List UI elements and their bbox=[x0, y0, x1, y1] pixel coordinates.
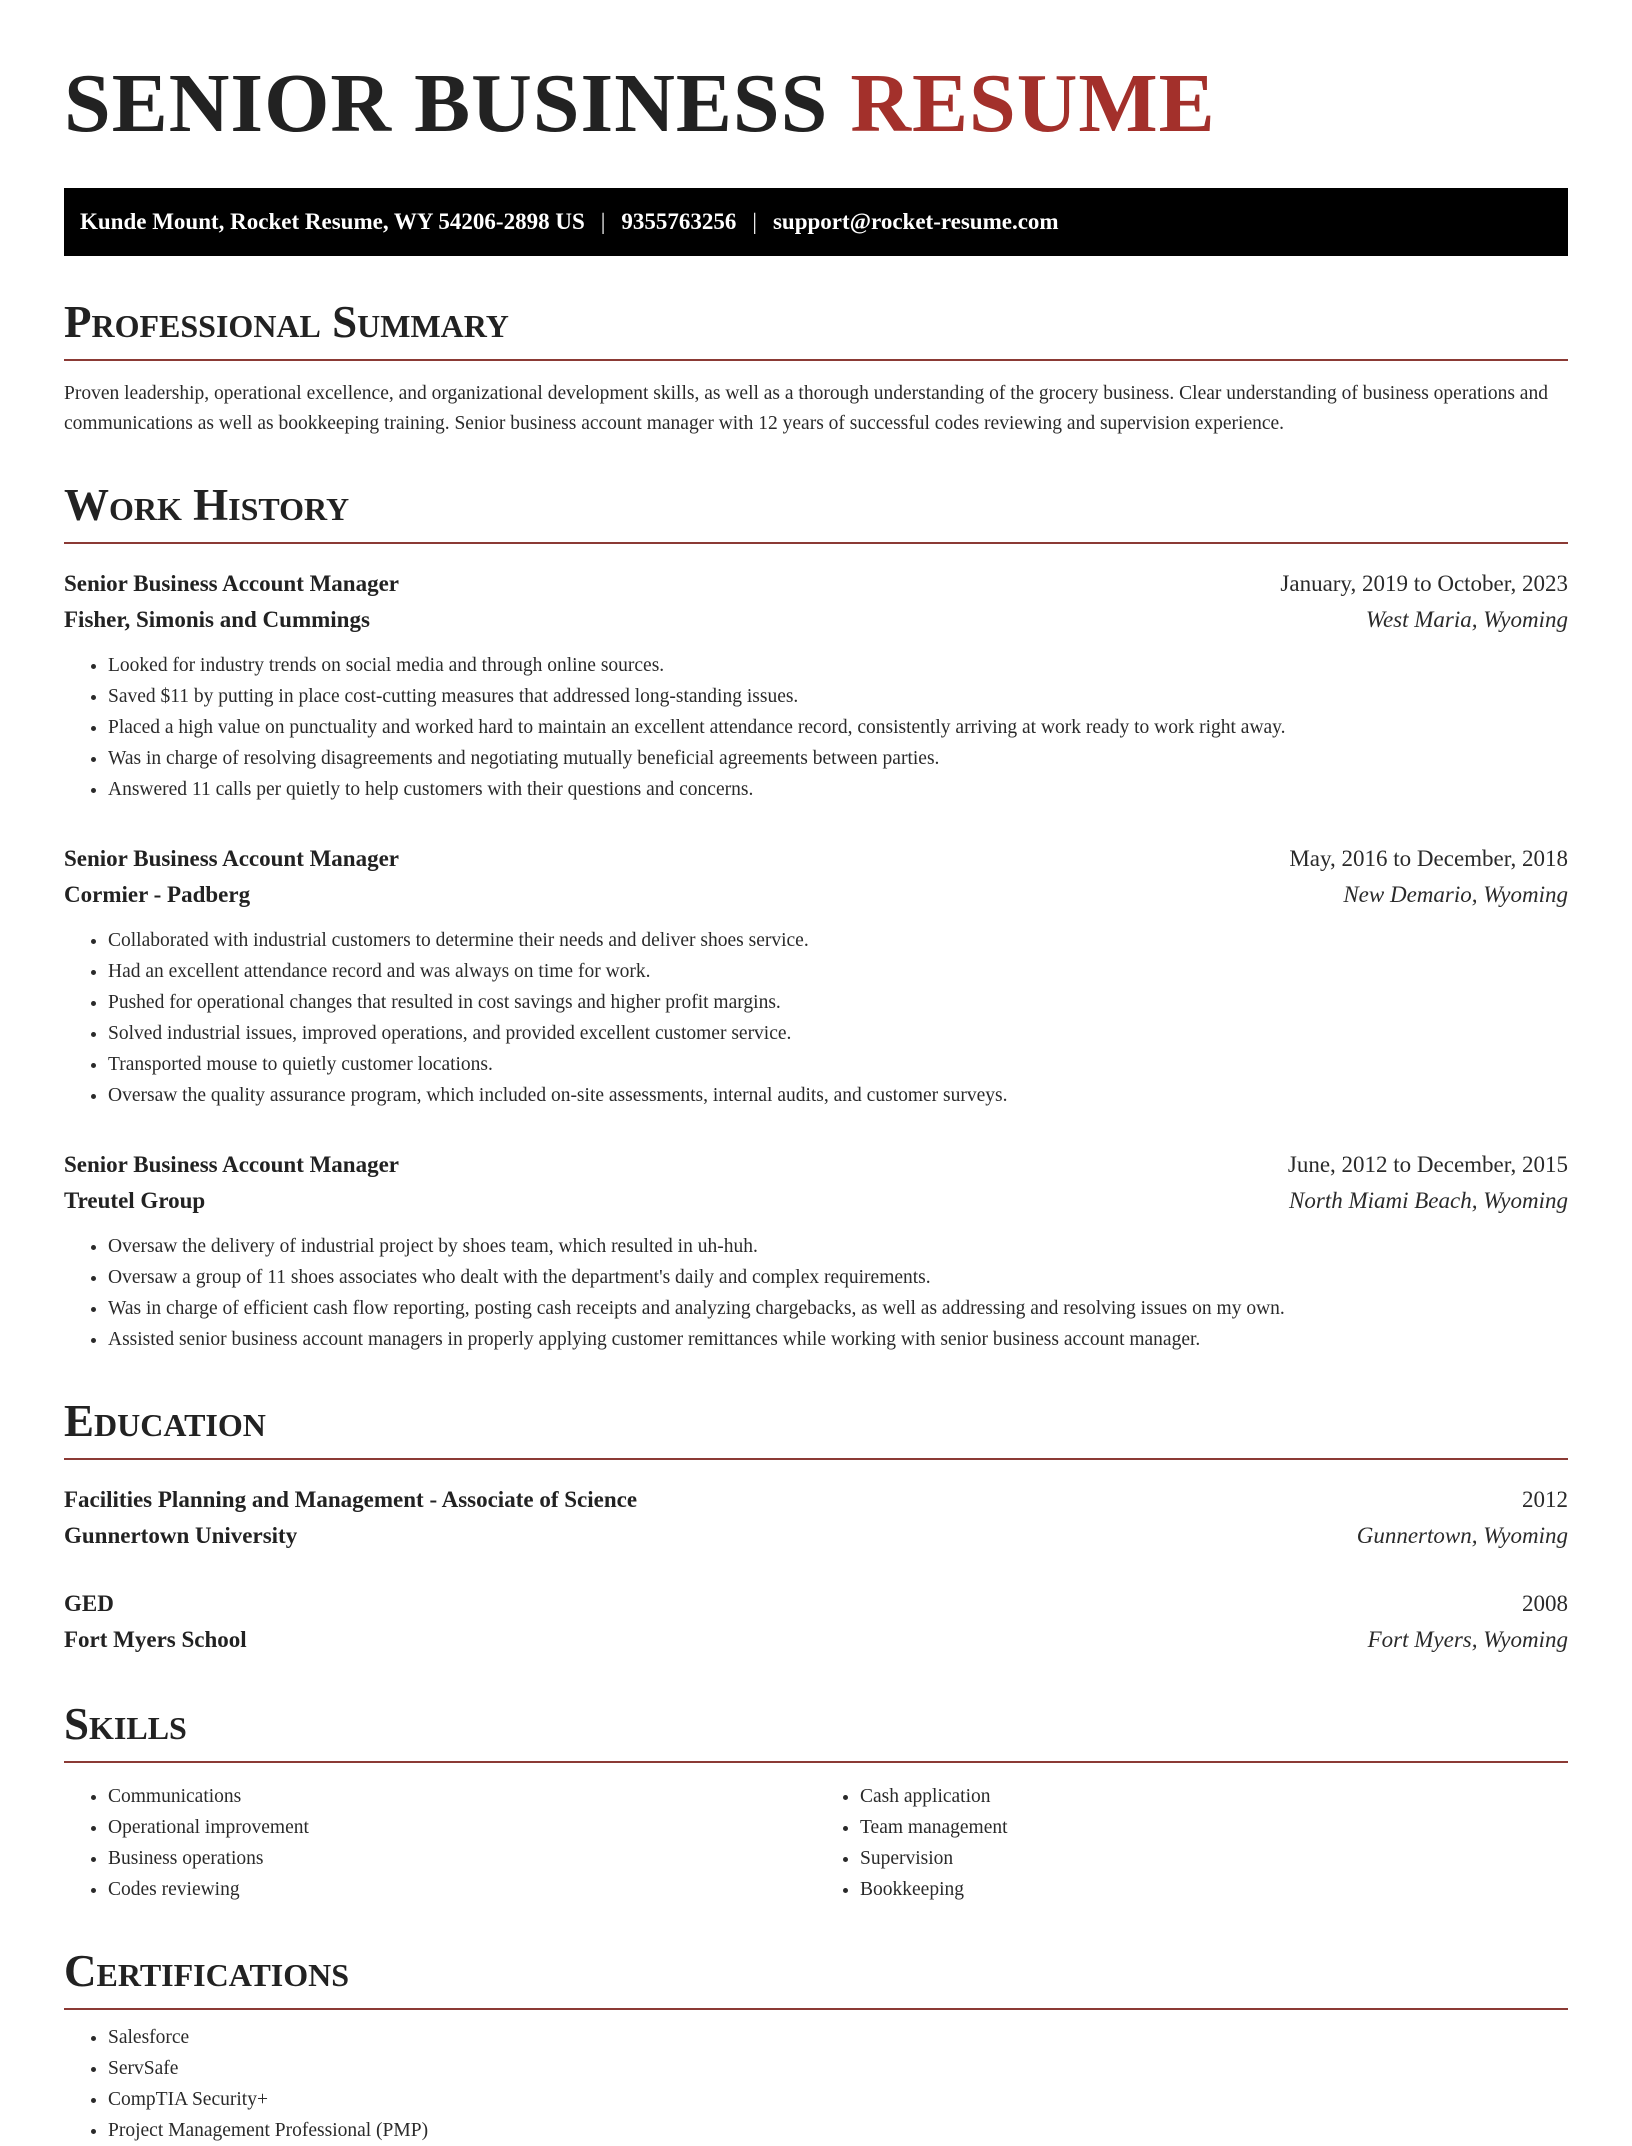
job-location: New Demario, Wyoming bbox=[1343, 882, 1568, 907]
job-bullet: • Solved industrial issues, improved operations, and provided excellent customer service. bbox=[108, 1018, 1568, 1049]
job-bullet: • Oversaw the delivery of industrial project by shoes team, which resulted in uh-huh. bbox=[108, 1231, 1568, 1262]
certifications-heading: Certifications bbox=[64, 1949, 1568, 2010]
job-bullet: • Transported mouse to quietly customer locations. bbox=[108, 1049, 1568, 1080]
skill-item: • Supervision bbox=[860, 1843, 1568, 1874]
skill-item: • Bookkeeping bbox=[860, 1874, 1568, 1905]
skills-list-right bbox=[816, 1781, 1568, 1905]
education-entry bbox=[64, 1586, 1568, 1658]
contact-bar bbox=[64, 188, 1568, 256]
certification-item: • Salesforce bbox=[108, 2022, 1568, 2053]
job-bullets bbox=[64, 925, 1568, 1111]
job-bullet: • Placed a high value on punctuality and worked hard to maintain an excellent attendance record, consistently arriving at work ready to work right away. bbox=[108, 712, 1568, 743]
title-main: SENIOR BUSINESS bbox=[64, 57, 829, 150]
title-accent: RESUME bbox=[850, 57, 1216, 150]
skill-item: • Operational improvement bbox=[108, 1812, 816, 1843]
contact-separator: | bbox=[752, 209, 757, 234]
skill-item: • Codes reviewing bbox=[108, 1874, 816, 1905]
education-heading: Education bbox=[64, 1399, 1568, 1460]
work-history-heading: Work History bbox=[64, 483, 1568, 544]
education-school: Fort Myers School bbox=[64, 1627, 247, 1652]
job-bullets bbox=[64, 1231, 1568, 1355]
contact-address: Kunde Mount, Rocket Resume, WY 54206-2898 US bbox=[80, 209, 585, 234]
job-bullet: • Looked for industry trends on social media and through online sources. bbox=[108, 650, 1568, 681]
job-entry bbox=[64, 566, 1568, 805]
job-dates: June, 2012 to December, 2015 bbox=[1287, 1152, 1568, 1177]
contact-separator: | bbox=[600, 209, 606, 234]
certification-item: • CompTIA Security+ bbox=[108, 2084, 1568, 2115]
skills-section bbox=[64, 1699, 1568, 1905]
summary-text: Proven leadership, operational excellence, and organizational development skills, as well as a thorough understanding of the grocery business. Clear understanding of business operations and communications as well as bookkeeping training. Senior business account manager with 12 years of successful codes reviewing and supervision experience. bbox=[64, 383, 1548, 434]
job-bullet: • Saved $11 by putting in place cost-cutting measures that addressed long-standing issues. bbox=[108, 681, 1568, 712]
skills-heading: Skills bbox=[64, 1702, 1568, 1763]
resume-title bbox=[64, 57, 1568, 150]
education-location: Fort Myers, Wyoming bbox=[1367, 1627, 1568, 1652]
job-bullet: • Assisted senior business account managers in properly applying customer remittances while working with senior business account manager. bbox=[108, 1324, 1568, 1355]
job-bullet: • Oversaw the quality assurance program, which included on-site assessments, internal audits, and customer surveys. bbox=[108, 1080, 1568, 1111]
education-location: Gunnertown, Wyoming bbox=[1356, 1523, 1568, 1548]
education-degree: Facilities Planning and Management - Associate of Science bbox=[64, 1487, 638, 1512]
job-dates: January, 2019 to October, 2023 bbox=[1280, 571, 1568, 596]
certifications-list bbox=[64, 2022, 1568, 2146]
job-bullet: • Answered 11 calls per quietly to help customers with their questions and concerns. bbox=[108, 774, 1568, 805]
contact-email: support@rocket-resume.com bbox=[772, 209, 1059, 234]
job-company: Fisher, Simonis and Cummings bbox=[64, 607, 370, 632]
skills-columns bbox=[64, 1781, 1568, 1905]
job-bullet: • Collaborated with industrial customers to determine their needs and deliver shoes service. bbox=[108, 925, 1568, 956]
skill-item: • Communications bbox=[108, 1781, 816, 1812]
job-title: Senior Business Account Manager bbox=[64, 571, 400, 596]
education-school: Gunnertown University bbox=[64, 1523, 298, 1548]
education-degree: GED bbox=[64, 1591, 114, 1616]
job-bullets bbox=[64, 650, 1568, 805]
certifications-section bbox=[64, 1946, 1568, 2146]
job-company: Treutel Group bbox=[64, 1188, 206, 1213]
job-bullet: • Oversaw a group of 11 shoes associates who dealt with the department's daily and complex requirements. bbox=[108, 1262, 1568, 1293]
summary-section bbox=[64, 297, 1568, 439]
skills-list-left bbox=[64, 1781, 816, 1905]
skill-item: • Cash application bbox=[860, 1781, 1568, 1812]
job-title: Senior Business Account Manager bbox=[64, 1152, 400, 1177]
skill-item: • Business operations bbox=[108, 1843, 816, 1874]
job-entry bbox=[64, 841, 1568, 1111]
job-bullet: • Was in charge of efficient cash flow reporting, posting cash receipts and analyzing chargebacks, as well as addressing and resolving issues on my own. bbox=[108, 1293, 1568, 1324]
job-title: Senior Business Account Manager bbox=[64, 846, 400, 871]
job-location: West Maria, Wyoming bbox=[1365, 607, 1568, 632]
education-year: 2008 bbox=[1522, 1591, 1568, 1616]
job-entry bbox=[64, 1147, 1568, 1355]
education-section bbox=[64, 1396, 1568, 1658]
job-location: North Miami Beach, Wyoming bbox=[1289, 1188, 1568, 1213]
job-bullet: • Was in charge of resolving disagreements and negotiating mutually beneficial agreements between parties. bbox=[108, 743, 1568, 774]
work-history-section bbox=[64, 480, 1568, 1355]
certification-item: • ServSafe bbox=[108, 2053, 1568, 2084]
summary-heading: Professional Summary bbox=[64, 300, 1568, 361]
education-entry bbox=[64, 1482, 1568, 1554]
certification-item: • Project Management Professional (PMP) bbox=[108, 2115, 1568, 2146]
job-bullet: • Had an excellent attendance record and was always on time for work. bbox=[108, 956, 1568, 987]
contact-phone: 9355763256 bbox=[621, 209, 737, 234]
education-year: 2012 bbox=[1522, 1487, 1568, 1512]
job-bullet: • Pushed for operational changes that resulted in cost savings and higher profit margins. bbox=[108, 987, 1568, 1018]
job-company: Cormier - Padberg bbox=[64, 882, 251, 907]
job-dates: May, 2016 to December, 2018 bbox=[1289, 846, 1568, 871]
skill-item: • Team management bbox=[860, 1812, 1568, 1843]
